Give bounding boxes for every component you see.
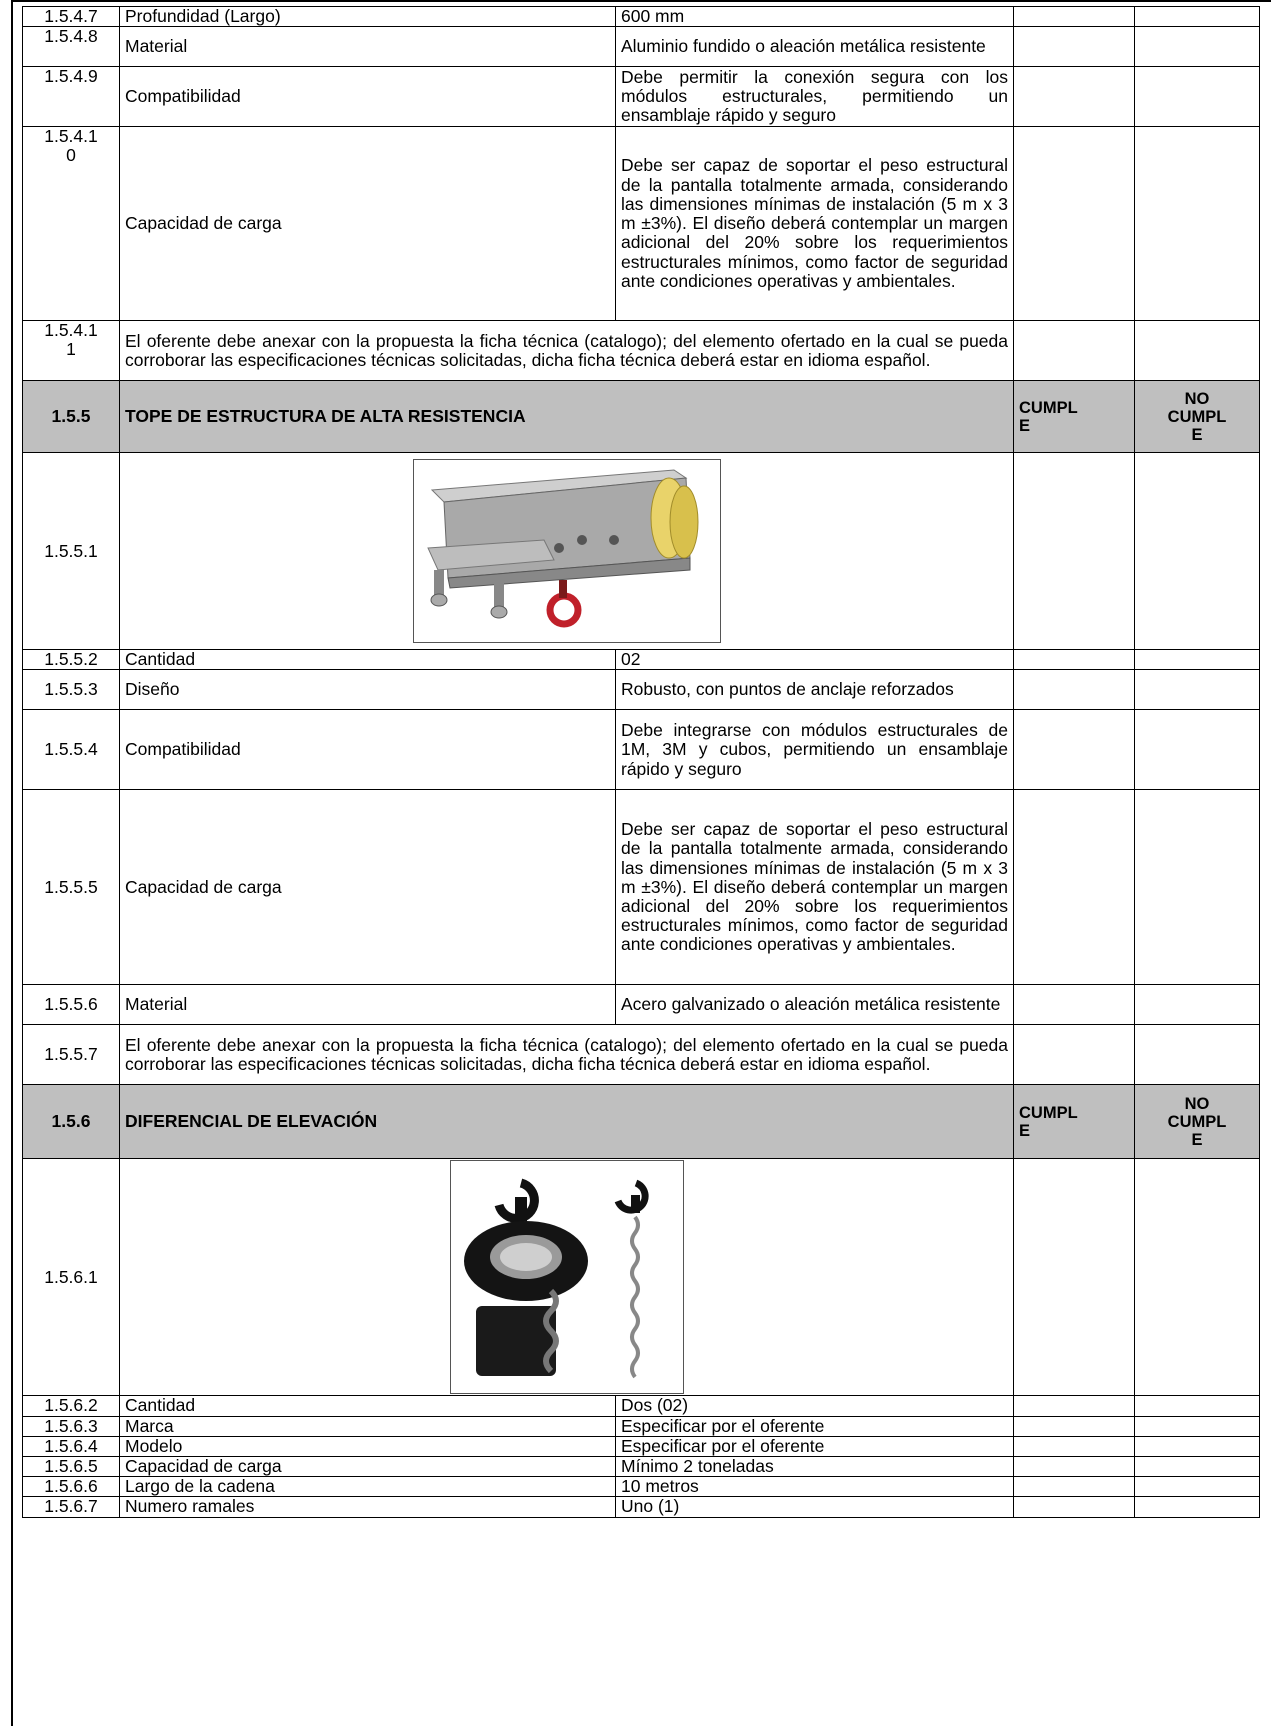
item-requirement: Uno (1) <box>616 1497 1014 1517</box>
item-number: 1.5.6.6 <box>23 1477 120 1497</box>
cumple-cell[interactable] <box>1014 670 1135 710</box>
item-number: 1.5.4.1 1 <box>23 321 120 381</box>
section-header <box>23 1085 1260 1159</box>
table-row <box>23 985 1260 1025</box>
item-requirement: 600 mm <box>616 7 1014 27</box>
item-requirement: 10 metros <box>616 1477 1014 1497</box>
item-number: 1.5.6.1 <box>23 1159 120 1396</box>
table-row <box>23 67 1260 127</box>
cumple-cell[interactable] <box>1014 7 1135 27</box>
item-number: 1.5.5.1 <box>23 453 120 650</box>
table-row <box>23 710 1260 790</box>
item-label: Cantidad <box>120 1396 616 1416</box>
cumple-cell[interactable] <box>1014 650 1135 670</box>
table-row <box>23 321 1260 381</box>
item-number: 1.5.4.7 <box>23 7 120 27</box>
item-number: 1.5.4.8 <box>23 27 120 67</box>
table-row <box>23 453 1260 650</box>
no-cumple-cell[interactable] <box>1135 321 1260 381</box>
cumple-cell[interactable] <box>1014 127 1135 321</box>
item-requirement: Debe ser capaz de soportar el peso estructural de la pantalla totalmente armada, considerando las dimensiones mínimas de instalación (5 m x 3 m ±3%). El diseño deberá contemplar un margen adicional del 20% sobre los requerimientos estructurales mínimos, como factor de seguridad ante condiciones operativas y ambientales. <box>616 127 1014 321</box>
item-requirement: Robusto, con puntos de anclaje reforzados <box>616 670 1014 710</box>
table-row <box>23 670 1260 710</box>
item-requirement: Especificar por el oferente <box>616 1436 1014 1456</box>
item-number: 1.5.5.4 <box>23 710 120 790</box>
cumple-cell[interactable] <box>1014 1416 1135 1436</box>
image-cell <box>120 453 1014 650</box>
cumple-cell[interactable] <box>1014 1497 1135 1517</box>
table-row <box>23 1396 1260 1416</box>
item-label: Marca <box>120 1416 616 1436</box>
cumple-cell[interactable] <box>1014 321 1135 381</box>
item-label: Capacidad de carga <box>120 790 616 985</box>
table-row <box>23 790 1260 985</box>
item-number: 1.5.6.4 <box>23 1436 120 1456</box>
item-requirement: Debe ser capaz de soportar el peso estructural de la pantalla totalmente armada, considerando las dimensiones mínimas de instalación (5 m x 3 m ±3%). El diseño deberá contemplar un margen adicional del 20% sobre los requerimientos estructurales mínimos, como factor de seguridad ante condiciones operativas y ambientales. <box>616 790 1014 985</box>
table-row <box>23 1159 1260 1396</box>
item-label: Modelo <box>120 1436 616 1456</box>
cumple-cell[interactable] <box>1014 67 1135 127</box>
item-requirement: 02 <box>616 650 1014 670</box>
cumple-cell[interactable] <box>1014 710 1135 790</box>
page-border-top <box>11 0 1271 2</box>
no-cumple-cell[interactable] <box>1135 27 1260 67</box>
no-cumple-cell[interactable] <box>1135 1436 1260 1456</box>
page-border-left <box>11 0 13 1726</box>
cumple-cell[interactable] <box>1014 27 1135 67</box>
item-number: 1.5.4.9 <box>23 67 120 127</box>
item-label: Compatibilidad <box>120 710 616 790</box>
cumple-cell[interactable] <box>1014 1159 1135 1396</box>
table-row <box>23 1025 1260 1085</box>
table-row <box>23 7 1260 27</box>
cumple-cell[interactable] <box>1014 790 1135 985</box>
no-cumple-cell[interactable] <box>1135 650 1260 670</box>
cumple-header: CUMPL E <box>1014 1085 1135 1159</box>
cumple-cell[interactable] <box>1014 1025 1135 1085</box>
no-cumple-cell[interactable] <box>1135 1025 1260 1085</box>
item-label: Capacidad de carga <box>120 1457 616 1477</box>
item-label: Material <box>120 985 616 1025</box>
cumple-cell[interactable] <box>1014 1396 1135 1416</box>
item-label: Largo de la cadena <box>120 1477 616 1497</box>
no-cumple-cell[interactable] <box>1135 1396 1260 1416</box>
spec-table <box>22 6 1260 1518</box>
chain-hoist-image <box>450 1160 684 1394</box>
section-header <box>23 381 1260 453</box>
no-cumple-header: NO CUMPL E <box>1135 381 1260 453</box>
cumple-cell[interactable] <box>1014 1457 1135 1477</box>
no-cumple-cell[interactable] <box>1135 1477 1260 1497</box>
item-requirement: Dos (02) <box>616 1396 1014 1416</box>
table-row <box>23 650 1260 670</box>
image-cell <box>120 1159 1014 1396</box>
item-number: 1.5.6.5 <box>23 1457 120 1477</box>
item-label: Profundidad (Largo) <box>120 7 616 27</box>
item-requirement: Debe permitir la conexión segura con los módulos estructurales, permitiendo un ensamblaje rápido y seguro <box>616 67 1014 127</box>
item-number: 1.5.5.3 <box>23 670 120 710</box>
item-number: 1.5.4.1 0 <box>23 127 120 321</box>
no-cumple-cell[interactable] <box>1135 710 1260 790</box>
table-row <box>23 1497 1260 1517</box>
no-cumple-cell[interactable] <box>1135 985 1260 1025</box>
item-requirement: Mínimo 2 toneladas <box>616 1457 1014 1477</box>
no-cumple-cell[interactable] <box>1135 1416 1260 1436</box>
item-label: Material <box>120 27 616 67</box>
item-number: 1.5.5.5 <box>23 790 120 985</box>
item-requirement: Acero galvanizado o aleación metálica resistente <box>616 985 1014 1025</box>
no-cumple-cell[interactable] <box>1135 1159 1260 1396</box>
item-number: 1.5.5.6 <box>23 985 120 1025</box>
item-note: El oferente debe anexar con la propuesta la ficha técnica (catalogo); del elemento ofertado en la cual se pueda corroborar las especificaciones técnicas solicitadas, dicha ficha técnica deberá estar en idioma español. <box>120 321 1014 381</box>
item-requirement: Aluminio fundido o aleación metálica resistente <box>616 27 1014 67</box>
item-label: Compatibilidad <box>120 67 616 127</box>
table-row <box>23 1477 1260 1497</box>
table-row <box>23 1436 1260 1456</box>
no-cumple-cell[interactable] <box>1135 670 1260 710</box>
table-row <box>23 1416 1260 1436</box>
item-number: 1.5.5.7 <box>23 1025 120 1085</box>
cumple-cell[interactable] <box>1014 985 1135 1025</box>
no-cumple-header: NO CUMPL E <box>1135 1085 1260 1159</box>
item-number: 1.5.6.3 <box>23 1416 120 1436</box>
cumple-header: CUMPL E <box>1014 381 1135 453</box>
item-label: Numero ramales <box>120 1497 616 1517</box>
item-label: Cantidad <box>120 650 616 670</box>
no-cumple-cell[interactable] <box>1135 790 1260 985</box>
section-title: DIFERENCIAL DE ELEVACIÓN <box>120 1085 1014 1159</box>
no-cumple-cell[interactable] <box>1135 453 1260 650</box>
item-number: 1.5.6.7 <box>23 1497 120 1517</box>
no-cumple-cell[interactable] <box>1135 7 1260 27</box>
no-cumple-cell[interactable] <box>1135 127 1260 321</box>
item-label: Capacidad de carga <box>120 127 616 321</box>
table-row <box>23 127 1260 321</box>
no-cumple-cell[interactable] <box>1135 1497 1260 1517</box>
section-title: TOPE DE ESTRUCTURA DE ALTA RESISTENCIA <box>120 381 1014 453</box>
truss-top-block-image <box>413 459 721 643</box>
cumple-cell[interactable] <box>1014 453 1135 650</box>
item-label: Diseño <box>120 670 616 710</box>
cumple-cell[interactable] <box>1014 1477 1135 1497</box>
item-note: El oferente debe anexar con la propuesta la ficha técnica (catalogo); del elemento ofertado en la cual se pueda corroborar las especificaciones técnicas solicitadas, dicha ficha técnica deberá estar en idioma español. <box>120 1025 1014 1085</box>
section-number: 1.5.5 <box>23 381 120 453</box>
no-cumple-cell[interactable] <box>1135 1457 1260 1477</box>
item-requirement: Especificar por el oferente <box>616 1416 1014 1436</box>
item-number: 1.5.6.2 <box>23 1396 120 1416</box>
table-row <box>23 27 1260 67</box>
table-row <box>23 1457 1260 1477</box>
item-requirement: Debe integrarse con módulos estructurales de 1M, 3M y cubos, permitiendo un ensamblaje rápido y seguro <box>616 710 1014 790</box>
section-number: 1.5.6 <box>23 1085 120 1159</box>
no-cumple-cell[interactable] <box>1135 67 1260 127</box>
item-number: 1.5.5.2 <box>23 650 120 670</box>
cumple-cell[interactable] <box>1014 1436 1135 1456</box>
